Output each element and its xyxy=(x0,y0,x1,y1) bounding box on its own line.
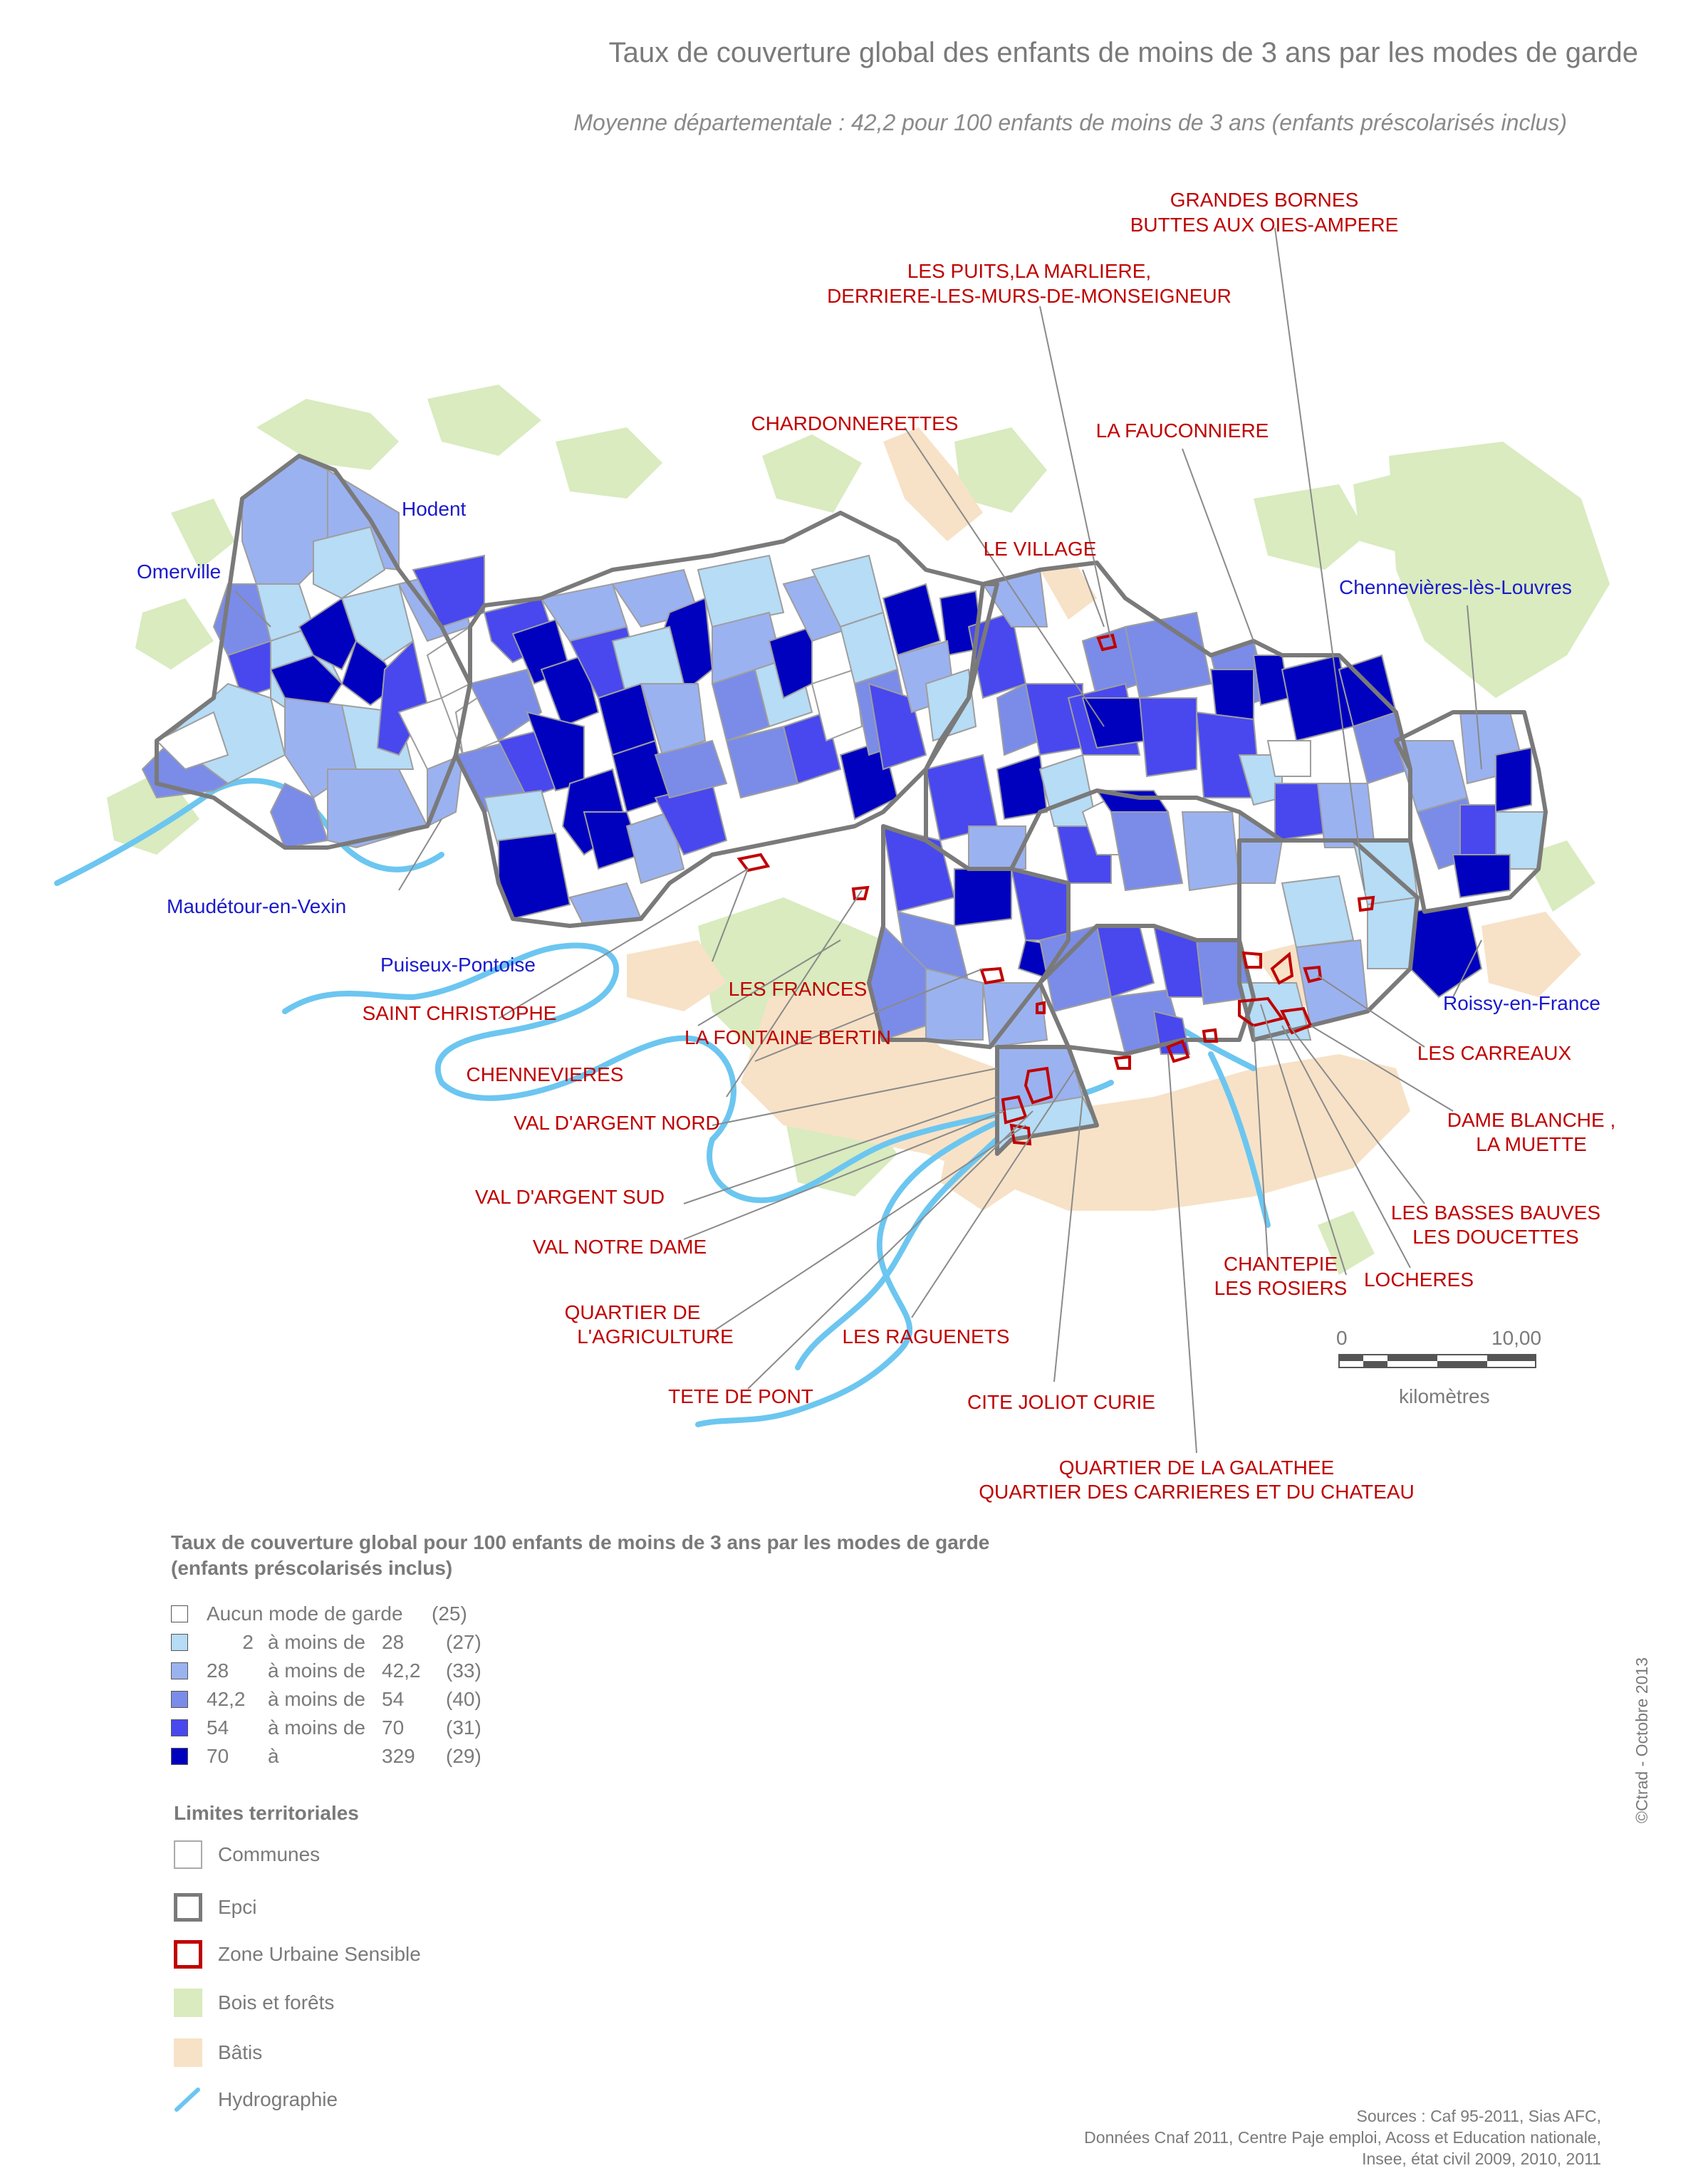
zus-label: CHARDONNERETTES xyxy=(751,412,959,434)
copyright: ©Ctrad - Octobre 2013 xyxy=(1633,1657,1651,1823)
commune-polygon xyxy=(997,755,1047,819)
commune-polygon xyxy=(926,969,983,1040)
zus-label: LES DOUCETTES xyxy=(1412,1226,1579,1248)
legend-class-row: 28 à moins de 42,2 (33) xyxy=(171,1658,481,1684)
commune-label: Hodent xyxy=(402,498,467,520)
zus-label: QUARTIER DES CARRIERES ET DU CHATEAU xyxy=(979,1481,1415,1503)
zus-label: QUARTIER DE LA GALATHEE xyxy=(1058,1457,1335,1479)
zus-label: CHENNEVIERES xyxy=(466,1063,624,1085)
zus-label: LES RAGUENETS xyxy=(842,1325,1010,1348)
zus-label: LES ROSIERS xyxy=(1214,1277,1348,1299)
commune-polygon xyxy=(1268,741,1311,776)
limits-title: Limites territoriales xyxy=(174,1802,359,1824)
bati-swatch xyxy=(174,2038,202,2067)
commune-polygon xyxy=(1111,812,1182,890)
zus-label: TETE DE PONT xyxy=(668,1385,813,1407)
commune-polygon xyxy=(1275,783,1325,840)
legend-title-line1: Taux de couverture global pour 100 enfants de moins de 3 ans par les modes de garde xyxy=(171,1531,990,1553)
commune-label: Chennevières-lès-Louvres xyxy=(1339,576,1572,598)
zus-label: QUARTIER DE xyxy=(564,1301,701,1323)
legend-class-row: 2 à moins de 28 (27) xyxy=(171,1630,481,1655)
commune-label: Roissy-en-France xyxy=(1443,992,1600,1014)
legend-epci-row: Epci xyxy=(174,1893,256,1922)
scale-bar xyxy=(1336,1327,1541,1407)
zus-area xyxy=(739,855,768,870)
legend-bati-row: Bâtis xyxy=(174,2038,262,2067)
hydro-swatch xyxy=(174,2085,202,2114)
zus-label: BUTTES AUX OIES-AMPERE xyxy=(1130,214,1399,236)
zus-label: SAINT CHRISTOPHE xyxy=(362,1002,557,1024)
svg-text:10,00: 10,00 xyxy=(1491,1327,1542,1349)
zus-label: VAL D'ARGENT SUD xyxy=(474,1186,665,1208)
zus-area xyxy=(1115,1057,1130,1068)
zus-label: CITE JOLIOT CURIE xyxy=(967,1391,1155,1413)
legend-title-line2: (enfants préscolarisés inclus) xyxy=(171,1557,453,1579)
zus-label: DERRIERE-LES-MURS-DE-MONSEIGNEUR xyxy=(827,285,1231,307)
legend-swatch xyxy=(171,1748,188,1765)
zus-label: LOCHERES xyxy=(1363,1268,1474,1291)
sources: Sources : Caf 95-2011, Sias AFC, Données Cnaf 2011, Centre Paje emploi, Acoss et Education nationale, Insee, état civil 2009, 2010, 2011 xyxy=(1084,2107,1601,2168)
commune-polygon xyxy=(1410,905,1482,997)
legend-swatch xyxy=(171,1605,188,1622)
zus-label: CHANTEPIE xyxy=(1223,1253,1338,1275)
legend-bois-row: Bois et forêts xyxy=(174,1989,334,2017)
zus-label: LES BASSES BAUVES xyxy=(1390,1202,1601,1224)
commune-polygon xyxy=(1453,855,1510,897)
epci-swatch xyxy=(174,1893,202,1922)
zus-label: VAL D'ARGENT NORD xyxy=(514,1112,720,1134)
zus-label: DAME BLANCHE , xyxy=(1447,1109,1616,1131)
zus-swatch xyxy=(174,1940,202,1969)
zus-label: LA MUETTE xyxy=(1476,1133,1587,1155)
zus-label: L'AGRICULTURE xyxy=(577,1325,734,1348)
commune-polygon xyxy=(1496,748,1531,812)
svg-text:0: 0 xyxy=(1336,1327,1348,1349)
commune-polygon xyxy=(1460,805,1496,855)
communes-swatch xyxy=(174,1840,202,1869)
legend-swatch xyxy=(171,1634,188,1651)
commune-polygon xyxy=(1182,812,1239,890)
zus-label: VAL NOTRE DAME xyxy=(532,1236,707,1258)
zus-label: LES PUITS,LA MARLIERE, xyxy=(907,260,1152,282)
svg-text:kilomètres: kilomètres xyxy=(1399,1385,1490,1407)
commune-polygon xyxy=(1318,783,1375,848)
legend-class-row: 42,2 à moins de 54 (40) xyxy=(171,1687,481,1712)
commune-polygon xyxy=(969,826,1026,869)
zus-label: LA FONTAINE BERTIN xyxy=(684,1026,891,1048)
commune-polygon xyxy=(1282,876,1353,947)
zus-label: LES CARREAUX xyxy=(1417,1042,1572,1064)
legend-class-row: 70 à 329 (29) xyxy=(171,1744,481,1769)
legend-swatch xyxy=(171,1662,188,1679)
zus-label: LES FRANCES xyxy=(728,978,868,1000)
hydro-line-icon xyxy=(174,2085,202,2114)
commune-label: Omerville xyxy=(137,561,222,583)
zus-label: LA FAUCONNIERE xyxy=(1095,420,1269,442)
commune-label: Maudétour-en-Vexin xyxy=(167,895,347,917)
commune-polygon xyxy=(954,869,1011,926)
legend-swatch xyxy=(171,1691,188,1708)
commune-polygon xyxy=(1140,698,1197,776)
zus-area xyxy=(981,969,1003,983)
legend-zus-row: Zone Urbaine Sensible xyxy=(174,1940,421,1969)
legend-class-row: 54 à moins de 70 (31) xyxy=(171,1715,481,1741)
commune-label: Puiseux-Pontoise xyxy=(380,954,536,976)
legend-hydro-row: Hydrographie xyxy=(174,2085,338,2114)
zus-label: LE VILLAGE xyxy=(983,538,1097,560)
map-title: Taux de couverture global des enfants de moins de 3 ans par les modes de garde xyxy=(608,37,1638,68)
commune-polygon xyxy=(1154,926,1204,997)
legend-class-row: Aucun mode de garde (25) xyxy=(171,1601,467,1627)
legend-communes-row: Communes xyxy=(174,1840,320,1869)
forest-swatch xyxy=(174,1989,202,2017)
legend-title xyxy=(171,1530,1168,1581)
legend-swatch xyxy=(171,1719,188,1736)
map-subtitle: Moyenne départementale : 42,2 pour 100 enfants de moins de 3 ans (enfants préscolarisés inclus) xyxy=(573,110,1567,135)
zus-label: GRANDES BORNES xyxy=(1170,189,1359,211)
